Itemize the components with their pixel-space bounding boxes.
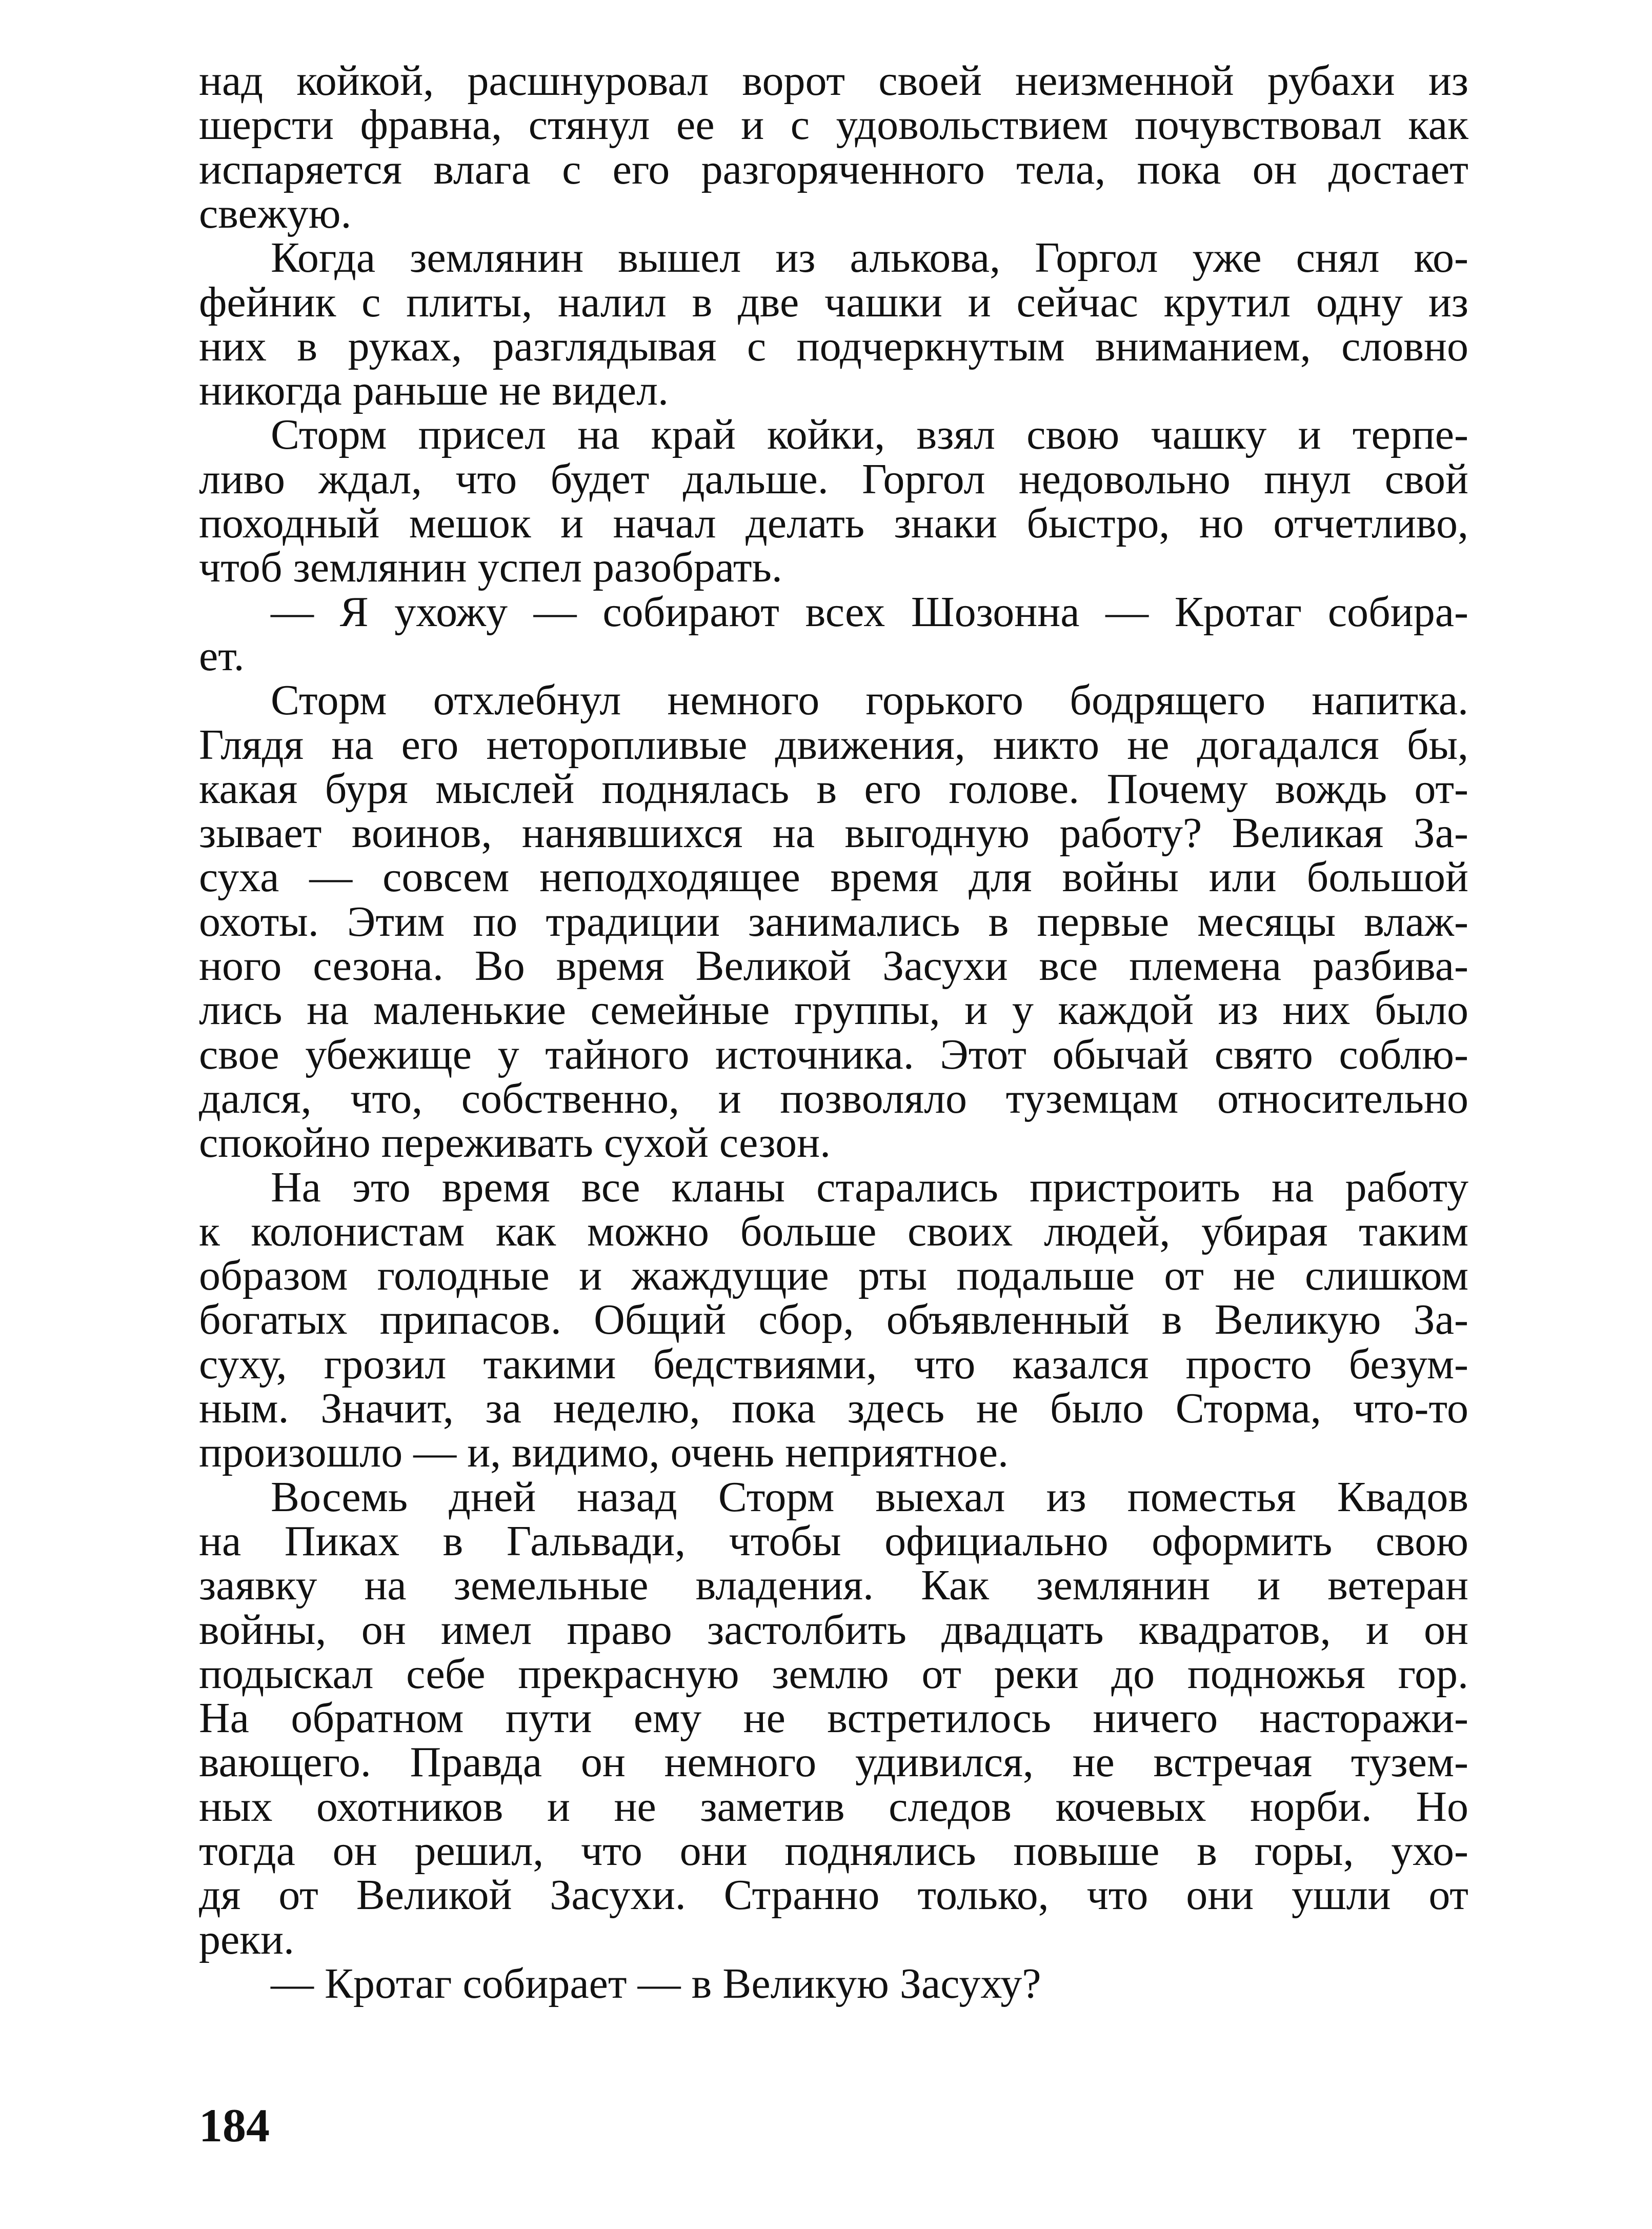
text-line: суху, грозил такими бедствиями, что казался просто безум- (199, 1340, 1468, 1388)
text-line: ных охотников и не заметив следов кочевых норби. Но (199, 1782, 1468, 1831)
text-line: тогда он решил, что они поднялись повыше в горы, ухо- (199, 1827, 1468, 1875)
page-number: 184 (199, 2099, 270, 2152)
text-line: богатых припасов. Общий сбор, объявленный в Великую За- (199, 1296, 1468, 1344)
text-line: них в руках, разглядывая с подчеркнутым вниманием, словно (199, 322, 1468, 370)
text-line: зывает воинов, нанявшихся на выгодную работу? Великая За- (199, 809, 1468, 857)
text-line: дя от Великой Засухи. Странно только, что они ушли от (199, 1871, 1468, 1919)
text-line: походный мешок и начал делать знаки быстро, но отчетливо, (199, 499, 1468, 547)
text-line: вающего. Правда он немного удивился, не встречая тузем- (199, 1738, 1468, 1786)
text-line: произошло — и, видимо, очень неприятное. (199, 1429, 1009, 1477)
text-line: над койкой, расшнуровал ворот своей неизменной рубахи из (199, 57, 1468, 105)
text-line: Глядя на его неторопливые движения, никто не догадался бы, (199, 720, 1468, 769)
text-line: лись на маленькие семейные группы, и у каждой из них было (199, 986, 1468, 1034)
text-line: Сторм присел на край койки, взял свою чашку и терпе- (271, 411, 1468, 459)
text-line: ет. (199, 632, 245, 680)
text-line: шерсти фравна, стянул ее и с удовольствием почувствовал как (199, 101, 1468, 149)
text-line: ливо ждал, что будет дальше. Горгол недовольно пнул свой (199, 455, 1468, 503)
text-line: спокойно переживать сухой сезон. (199, 1119, 831, 1167)
text-line: дался, что, собственно, и позволяло туземцам относительно (199, 1074, 1468, 1122)
text-line: чтоб землянин успел разобрать. (199, 544, 782, 592)
text-line: На это время все кланы старались пристроить на работу (271, 1163, 1468, 1211)
book-page (199, 56, 1468, 2174)
text-line: На обратном пути ему не встретилось ничего насторажи- (199, 1694, 1468, 1742)
text-line: Когда землянин вышел из алькова, Горгол уже снял ко- (271, 234, 1468, 282)
text-line: суха — совсем неподходящее время для войны или большой (199, 853, 1468, 901)
text-line: реки. (199, 1915, 295, 1963)
text-line: образом голодные и жаждущие рты подальше от не слишком (199, 1252, 1468, 1300)
text-line: ным. Значит, за неделю, пока здесь не было Сторма, что-то (199, 1384, 1468, 1432)
text-line: свое убежище у тайного источника. Этот обычай свято соблю- (199, 1030, 1468, 1078)
text-line: Сторм отхлебнул немного горького бодрящего напитка. (271, 676, 1468, 725)
text-line: никогда раньше не видел. (199, 367, 669, 415)
text-line: какая буря мыслей поднялась в его голове. Почему вождь от- (199, 765, 1468, 813)
text-line: испаряется влага с его разгоряченного тела, пока он достает (199, 145, 1468, 193)
text-line: на Пиках в Гальвади, чтобы официально оформить свою (199, 1517, 1468, 1565)
text-line: фейник с плиты, налил в две чашки и сейчас крутил одну из (199, 278, 1468, 326)
text-line: — Кротаг собирает — в Великую Засуху? (271, 1959, 1041, 2007)
text-line: войны, он имел право застолбить двадцать квадратов, и он (199, 1605, 1468, 1654)
text-line: ного сезона. Во время Великой Засухи все племена разбива- (199, 942, 1468, 990)
text-line: охоты. Этим по традиции занимались в первые месяцы влаж- (199, 897, 1468, 946)
text-line: Восемь дней назад Сторм выехал из поместья Квадов (271, 1473, 1468, 1521)
text-line: заявку на земельные владения. Как землянин и ветеран (199, 1561, 1468, 1610)
text-line: к колонистам как можно больше своих людей, убирая таким (199, 1207, 1468, 1255)
text-line: — Я ухожу — собирают всех Шозонна — Кротаг собира- (271, 588, 1468, 636)
text-line: свежую. (199, 189, 352, 237)
text-line: подыскал себе прекрасную землю от реки до подножья гор. (199, 1650, 1468, 1698)
